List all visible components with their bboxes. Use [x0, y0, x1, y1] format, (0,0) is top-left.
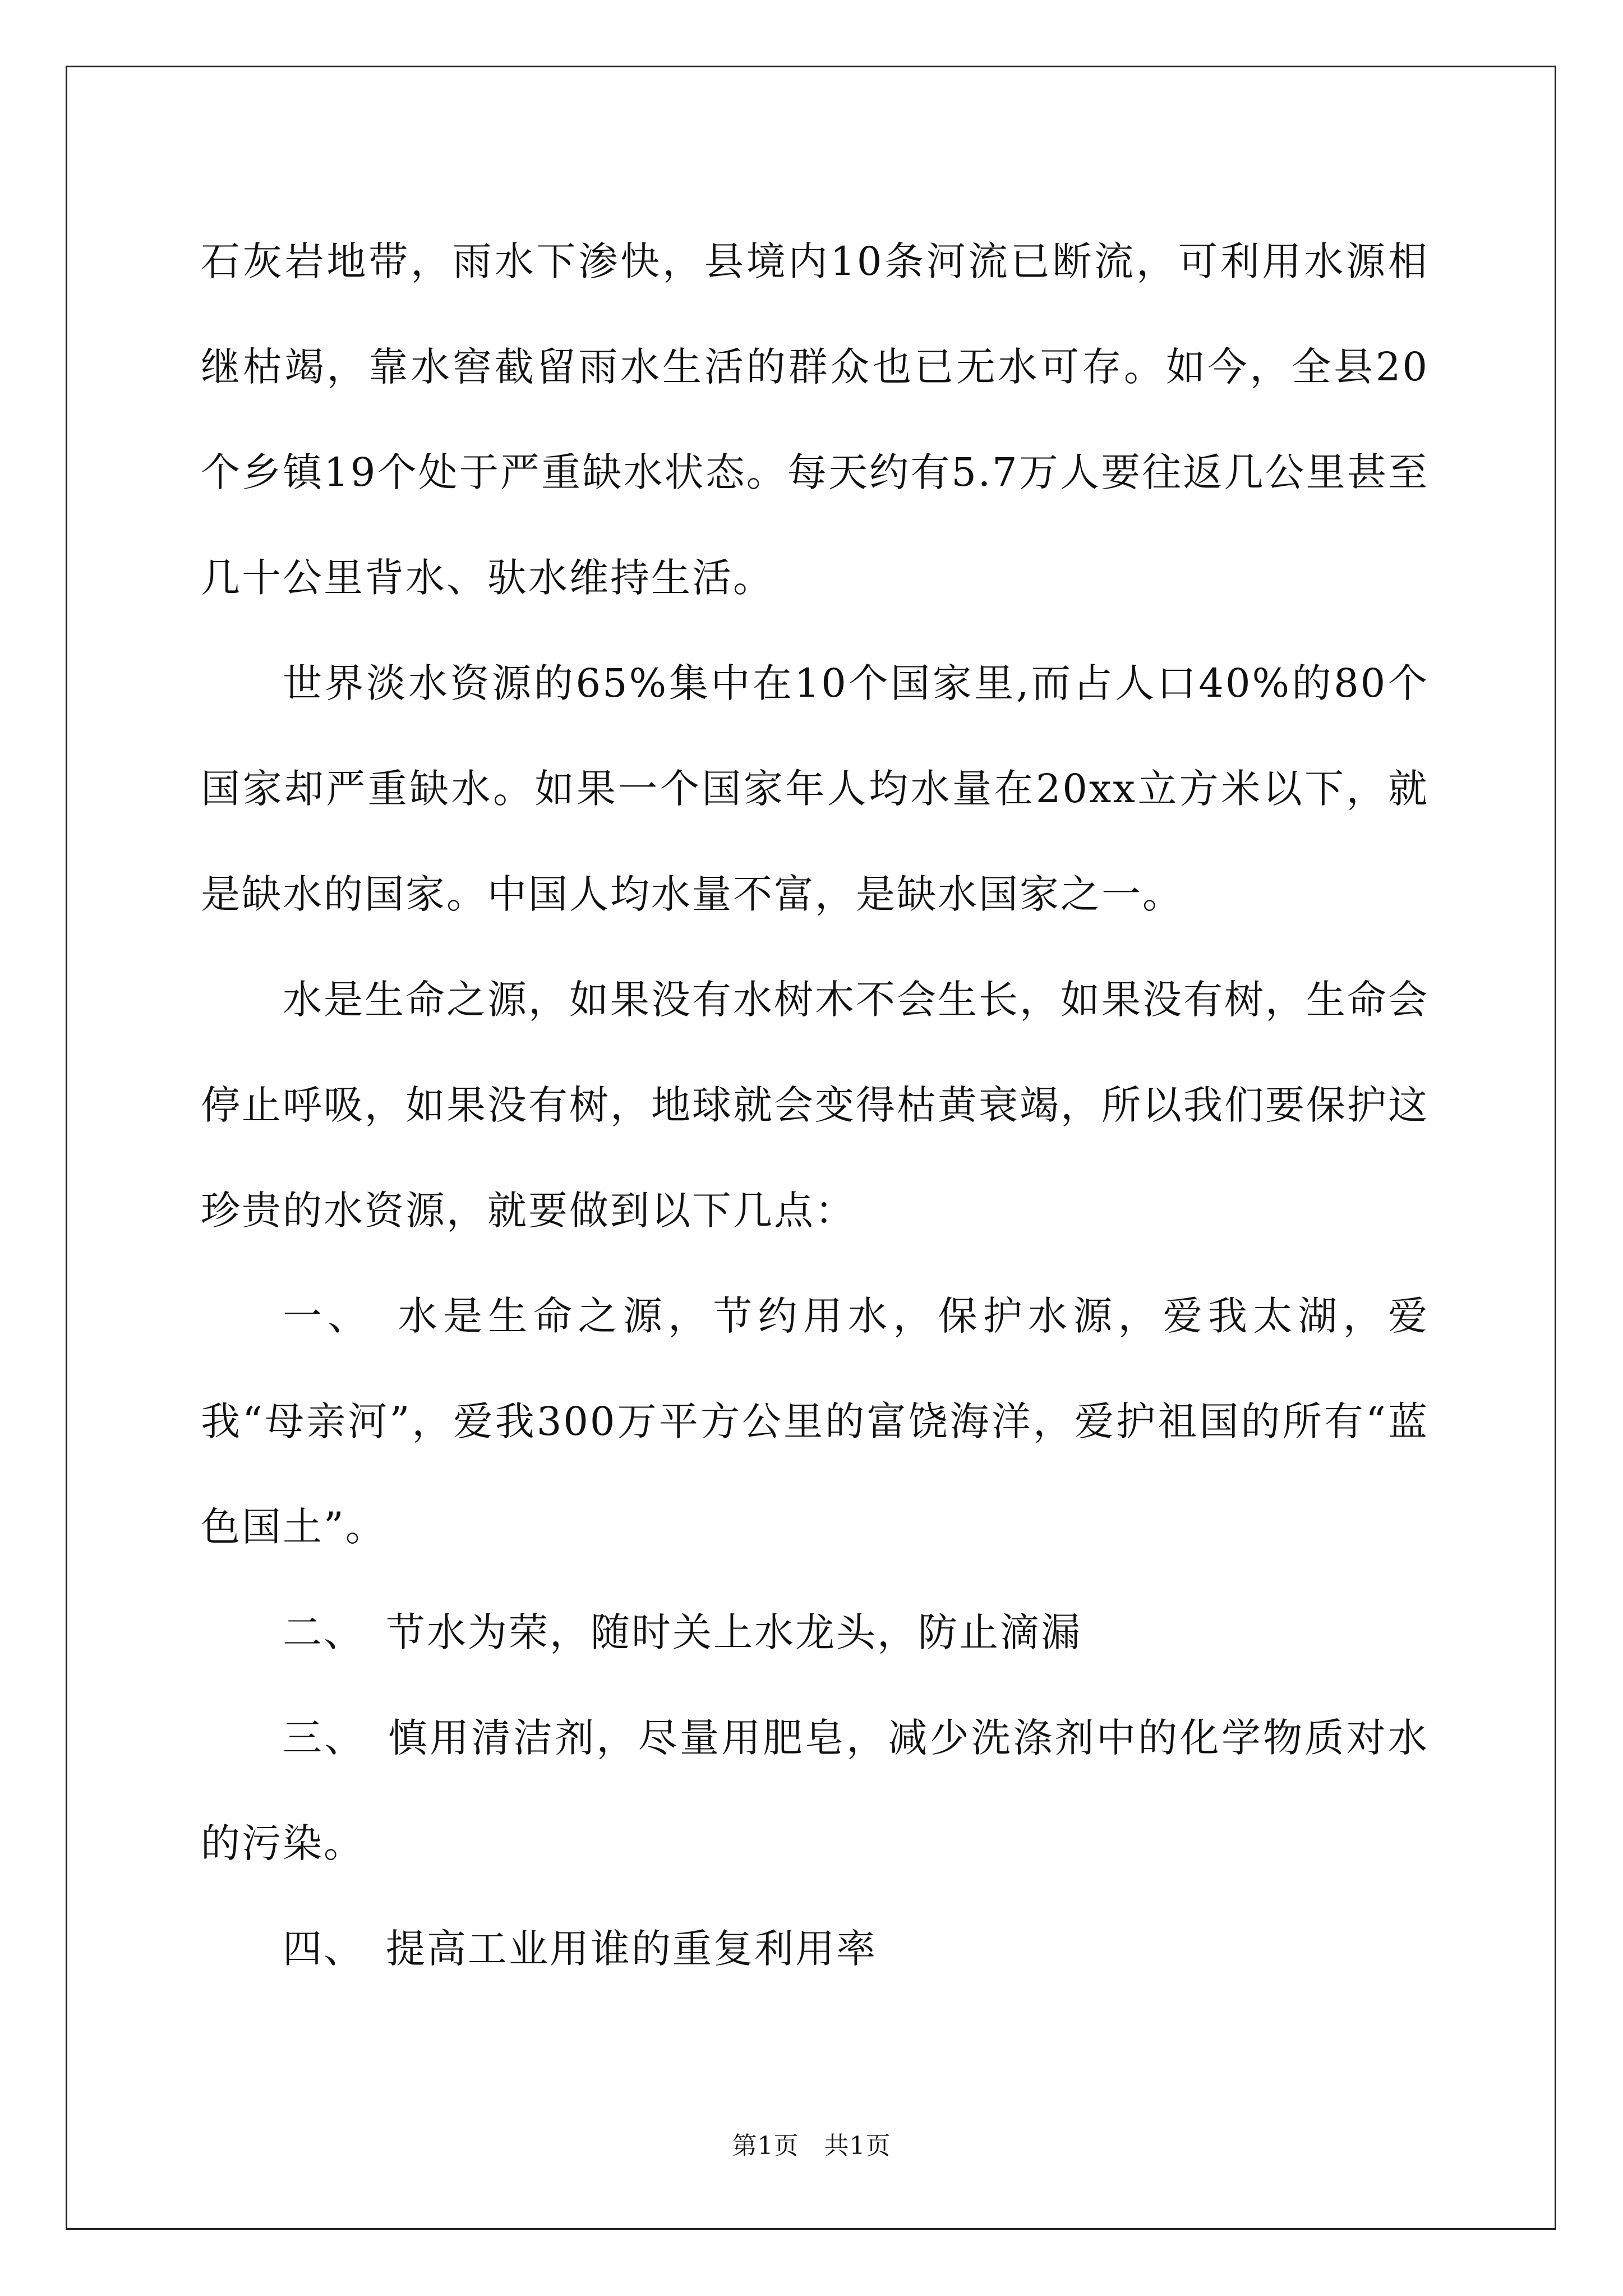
list-item-4: 四、 提高工业用谁的重复利用率	[283, 1926, 877, 1972]
page-number-footer: 第1页 共1页	[732, 2132, 891, 2160]
list-item-2: 二、 节水为荣，随时关上水龙头，防止滴漏	[283, 1609, 1082, 1655]
list-item-3: 三、 慎用清洁剂，尽量用肥皂，减少洗涤剂中的化学物质对水的污染。	[201, 1715, 1429, 1866]
list-item-1: 一、 水是生命之源，节约用水，保护水源，爱我太湖，爱我“母亲河”，爱我300万平方公里的富饶海洋，爱护祖国的所有“蓝色国土”。	[201, 1293, 1429, 1550]
paragraph-world-water: 世界淡水资源的65%集中在10个国家里,而占人口40%的80个国家却严重缺水。如果一个国家年人均水量在20xx立方米以下，就是缺水的国家。中国人均水量不富，是缺水国家之一。	[201, 660, 1429, 917]
paragraph-continuation: 石灰岩地带，雨水下渗快，县境内10条河流已断流，可利用水源相继枯竭，靠水窖截留雨水生活的群众也已无水可存。如今，全县20个乡镇19个处于严重缺水状态。每天约有5.7万人要往返几公里甚至几十公里背水、驮水维持生活。	[201, 238, 1429, 601]
document-body	[201, 209, 1429, 2001]
paragraph-source-of-life: 水是生命之源，如果没有水树木不会生长，如果没有树，生命会停止呼吸，如果没有树，地球就会变得枯黄衰竭，所以我们要保护这珍贵的水资源，就要做到以下几点：	[201, 977, 1429, 1234]
